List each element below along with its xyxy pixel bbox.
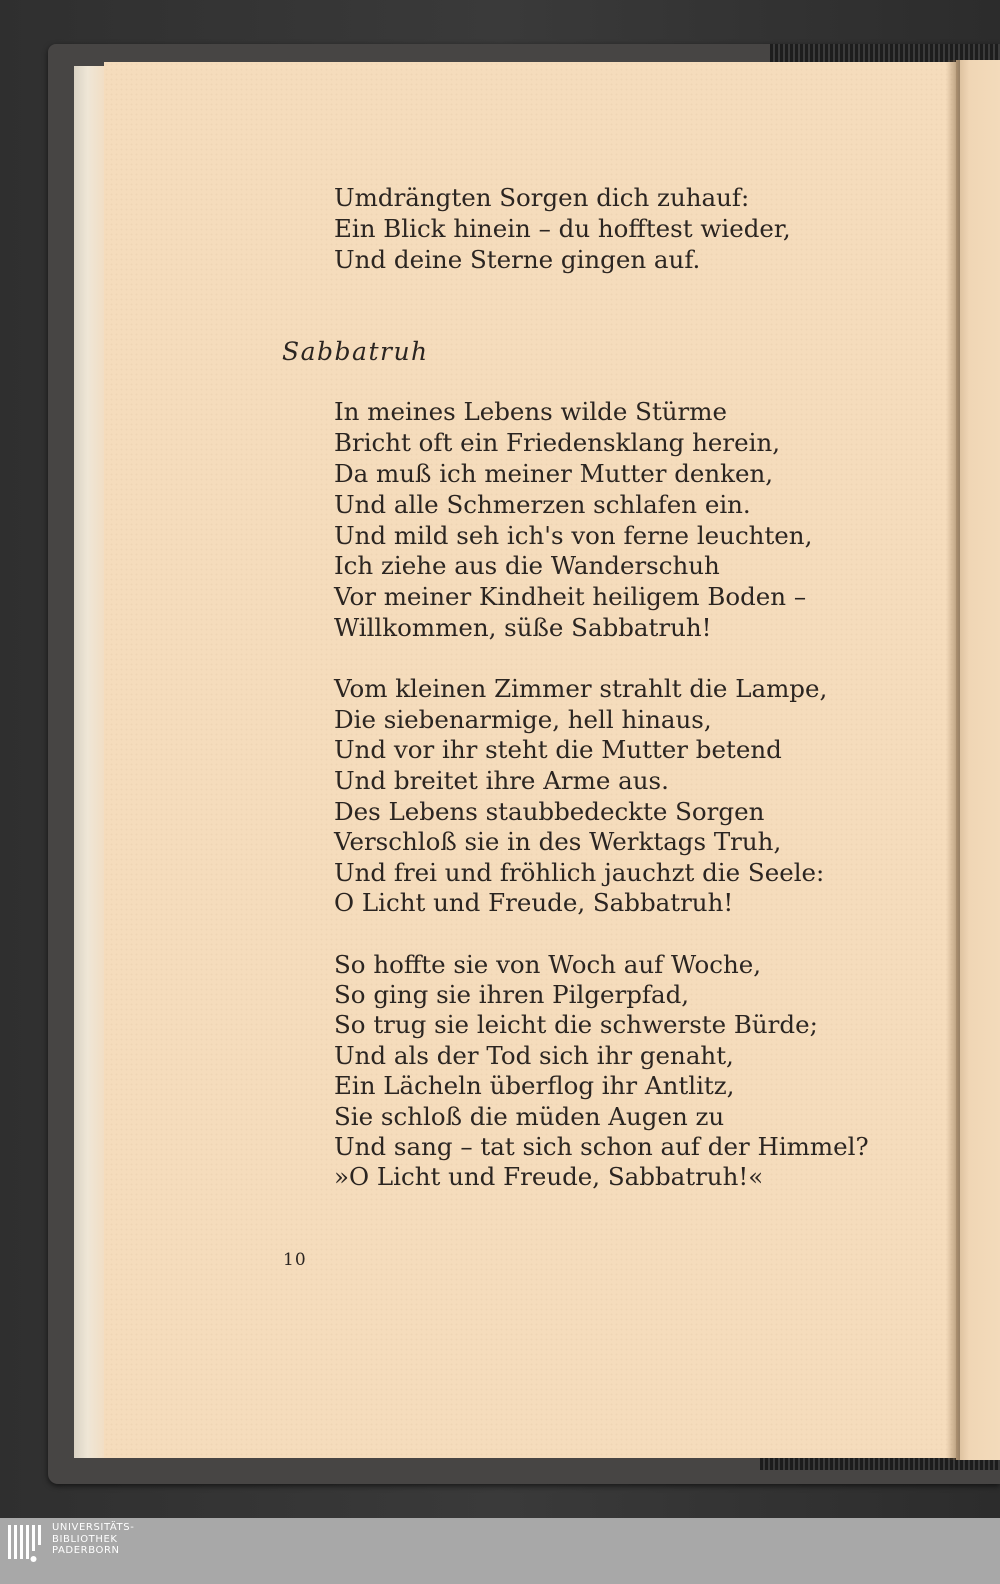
poem-line: Und deine Sterne gingen auf. — [334, 245, 701, 274]
poem-line: Und frei und fröhlich jauchzt die Seele: — [334, 858, 825, 887]
poem-line: Umdrängten Sorgen dich zuhauf: — [334, 183, 750, 212]
library-name-line: PADERBORN — [52, 1545, 120, 1556]
poem-line: Sie schloß die müden Augen zu — [334, 1102, 725, 1131]
poem-line: Und vor ihr steht die Mutter betend — [334, 735, 782, 764]
page-edge — [74, 66, 108, 1458]
page-number: 10 — [283, 1250, 307, 1270]
library-name — [52, 1522, 134, 1557]
footer-bar — [0, 1518, 1000, 1584]
poem-line: »O Licht und Freude, Sabbatruh!« — [334, 1162, 764, 1191]
poem-line: Verschloß sie in des Werktags Truh, — [334, 827, 782, 856]
poem-line: Vor meiner Kindheit heiligem Boden – — [334, 582, 807, 611]
poem-line: Vom kleinen Zimmer strahlt die Lampe, — [334, 674, 828, 703]
poem-line: In meines Lebens wilde Stürme — [334, 397, 728, 426]
poem-line: Und als der Tod sich ihr genaht, — [334, 1041, 734, 1070]
poem-line: Bricht oft ein Friedensklang herein, — [334, 428, 781, 457]
poem-line: Und breitet ihre Arme aus. — [334, 766, 669, 795]
poem-line: Des Lebens staubbedeckte Sorgen — [334, 797, 765, 826]
poem-line: So trug sie leicht die schwerste Bürde; — [334, 1010, 818, 1039]
library-logo-icon — [6, 1521, 46, 1565]
poem-title: Sabbatruh — [282, 337, 429, 366]
poem-line: Ein Blick hinein – du hofftest wieder, — [334, 214, 791, 243]
library-name-line: UNIVERSITÄTS- — [52, 1522, 135, 1533]
poem-line: O Licht und Freude, Sabbatruh! — [334, 888, 734, 917]
library-name-line: BIBLIOTHEK — [52, 1533, 118, 1545]
poem-line: Und sang – tat sich schon auf der Himmel? — [334, 1132, 869, 1161]
poem-line: Die siebenarmige, hell hinaus, — [334, 705, 712, 734]
poem-line: Und mild seh ich's von ferne leuchten, — [334, 521, 813, 550]
poem-line: Willkommen, süße Sabbatruh! — [334, 613, 712, 642]
facing-page-edge — [956, 60, 1000, 1460]
page-gutter — [946, 60, 960, 1460]
poem-line: Ich ziehe aus die Wanderschuh — [334, 551, 720, 580]
poem-line: Da muß ich meiner Mutter denken, — [334, 459, 774, 488]
poem-line: So ging sie ihren Pilgerpfad, — [334, 980, 690, 1009]
poem-line: Und alle Schmerzen schlafen ein. — [334, 490, 751, 519]
poem-line: Ein Lächeln überflog ihr Antlitz, — [334, 1071, 735, 1100]
poem-line: So hoffte sie von Woch auf Woche, — [334, 950, 762, 979]
